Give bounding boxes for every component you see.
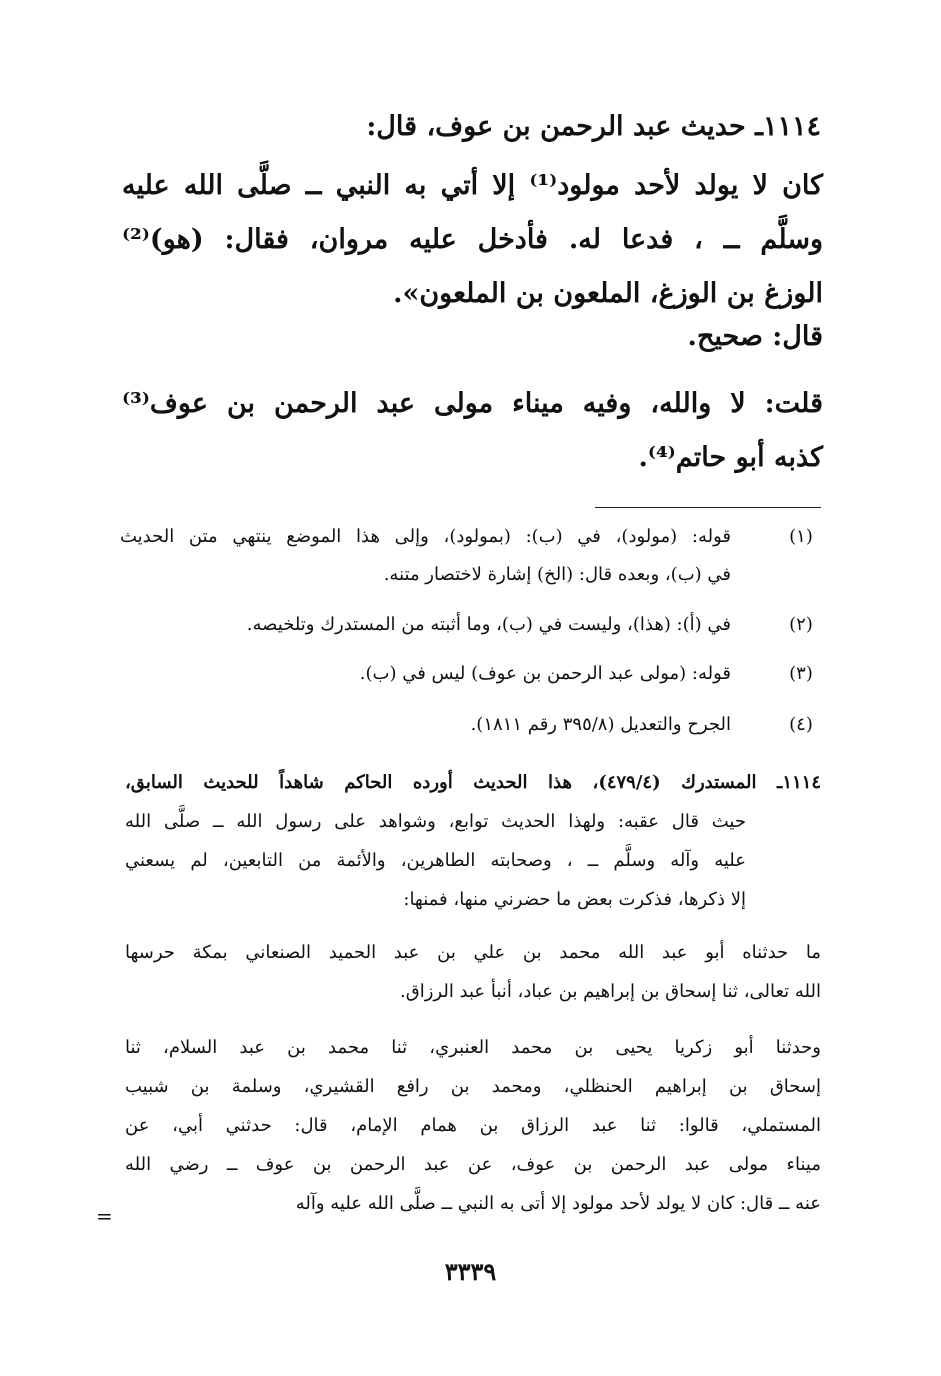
hadith-text-line: كان لا يولد لأحد مولود⁽¹⁾ إلا أتي به النبي ــ صلَّى الله عليه	[122, 170, 823, 201]
footnote-number: (٢)	[789, 614, 813, 635]
footnote-text	[120, 706, 731, 744]
hadith-verdict	[122, 310, 823, 364]
commentary-line: عليه وآله وسلَّم ــ ، وصحابته الطاهرين، والأئمة من التابعين، لم يسعني	[125, 850, 746, 871]
footnote-number: (١)	[789, 526, 813, 547]
footnote	[120, 606, 821, 644]
footnote-line: في (ب)، وبعده قال: (الخ) إشارة لاختصار متنه.	[383, 564, 731, 585]
footnote-line: قوله: (مولود)، في (ب): (بمولود)، وإلى هذا الموضع ينتهي متن الحديث	[120, 526, 731, 547]
hadith-text-line: وسلَّم ــ ، فدعا له. فأدخل عليه مروان، فقال: (هو)⁽²⁾	[122, 224, 823, 255]
commentary-line: المستملي، قالوا: ثنا عبد الرزاق بن همام الإمام، قال: حدثني أبي، عن	[125, 1115, 821, 1136]
footnote-text	[120, 518, 731, 594]
footnote-line: قوله: (مولى عبد الرحمن بن عوف) ليس في (ب).	[359, 663, 731, 684]
hadith-title: ١١١٤ـ حديث عبد الرحمن بن عوف، قال:	[366, 111, 821, 142]
verdict-line: قال: صحيح.	[687, 321, 823, 352]
commentary-line: الله تعالى، ثنا إسحاق بن إبراهيم بن عباد، أنبأ عبد الرزاق.	[400, 981, 821, 1002]
commentary-line: إلا ذكرها، فذكرت بعض ما حضرني منها، فمنها:	[403, 889, 746, 910]
footnote	[120, 655, 821, 693]
footnote-separator	[595, 507, 821, 508]
commentary-line: ١١١٤ـ المستدرك (٤٧٩/٤)، هذا الحديث أورده الحاكم شاهداً للحديث السابق،	[125, 772, 821, 793]
footnote-text	[120, 655, 731, 693]
commentary-line: حيث قال عقبه: ولهذا الحديث توابع، وشواهد على رسول الله ــ صلَّى الله	[125, 811, 746, 832]
hadith-text	[122, 159, 823, 321]
critique-line: كذبه أبو حاتم⁽⁴⁾.	[638, 442, 823, 473]
commentary-line: ما حدثناه أبو عبد الله محمد بن علي بن عبد الحميد الصنعاني بمكة حرسها	[125, 942, 821, 963]
hadith-critique	[122, 377, 823, 485]
continuation-mark: =	[96, 1204, 113, 1228]
footnote	[120, 706, 821, 744]
hadith-text-line: الوزغ بن الوزغ، الملعون بن الملعون».	[393, 278, 823, 309]
footnote-number: (٣)	[789, 663, 813, 684]
footnote-line: في (أ): (هذا)، وليست في (ب)، وما أثبته من المستدرك وتلخيصه.	[246, 614, 731, 635]
commentary-line: وحدثنا أبو زكريا يحيى بن محمد العنبري، ثنا محمد بن عبد السلام، ثنا	[125, 1037, 821, 1058]
footnote-line: الجرح والتعديل (٣٩٥/٨ رقم ١٨١١).	[470, 714, 731, 735]
commentary-intro	[125, 763, 821, 919]
commentary-line: عنه ــ قال: كان لا يولد لأحد مولود إلا أتى به النبي ــ صلَّى الله عليه وآله	[295, 1193, 821, 1214]
commentary-paragraph	[125, 933, 821, 1011]
commentary-line: ميناء مولى عبد الرحمن بن عوف، عن عبد الرحمن بن عوف ــ رضي الله	[125, 1154, 821, 1175]
footnote-text	[120, 606, 731, 644]
commentary-paragraph	[125, 1028, 821, 1223]
footnote	[120, 518, 821, 594]
footnote-number: (٤)	[789, 714, 813, 735]
commentary-line: إسحاق بن إبراهيم الحنظلي، ومحمد بن رافع القشيري، وسلمة بن شبيب	[125, 1076, 821, 1097]
critique-line: قلت: لا والله، وفيه ميناء مولى عبد الرحمن بن عوف⁽³⁾	[122, 388, 823, 419]
page-number: ٣٣٣٩	[444, 1257, 497, 1286]
